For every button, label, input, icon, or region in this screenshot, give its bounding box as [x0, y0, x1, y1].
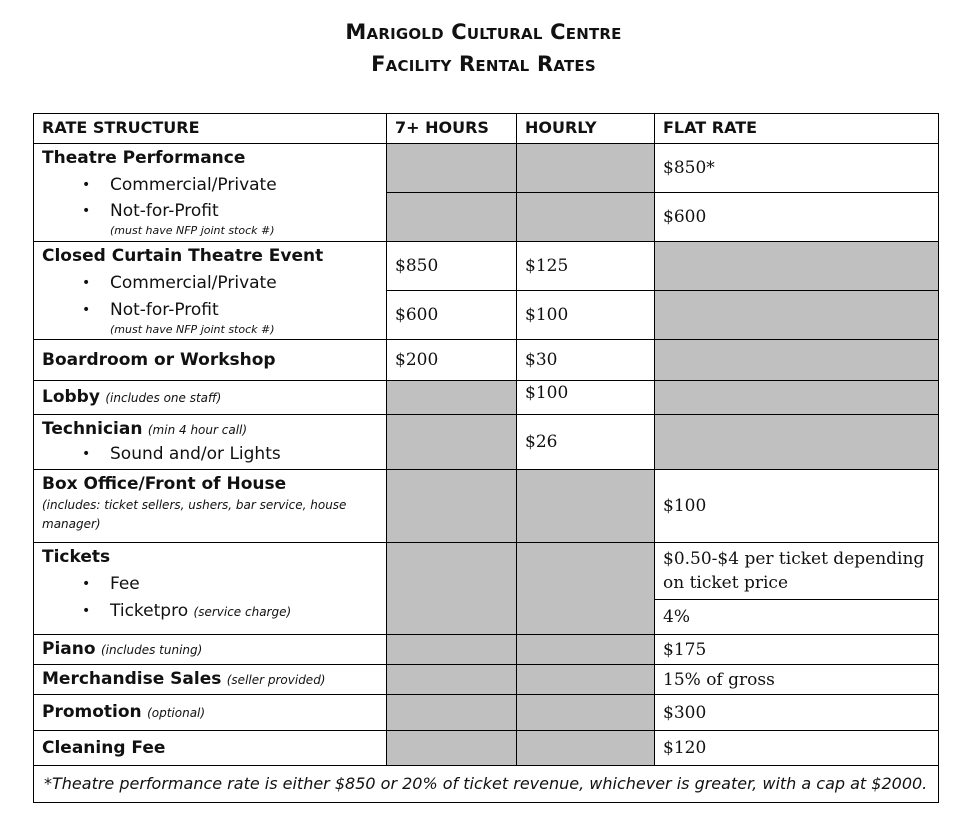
- theatre-nfp-note: (must have NFP joint stock #): [110, 224, 275, 237]
- closed-curtain-title: Closed Curtain Theatre Event: [42, 246, 324, 266]
- piano-cell: [34, 635, 387, 665]
- technician-item-label: Sound and/or Lights: [110, 444, 281, 464]
- theatre-performance-cell: [34, 144, 387, 242]
- bullet-icon: •: [82, 203, 91, 219]
- col-header-rate-structure: RATE STRUCTURE: [34, 114, 387, 144]
- table-row: [34, 665, 939, 695]
- shaded-cell: [387, 665, 517, 695]
- lobby-cell: [34, 381, 387, 415]
- theatre-nfp-label: Not-for-Profit: [110, 201, 219, 221]
- document-title: [0, 16, 967, 80]
- col-header-flat-rate: FLAT RATE: [655, 114, 939, 144]
- cleaning-title: Cleaning Fee: [34, 731, 387, 766]
- box-office-title: Box Office/Front of House: [42, 474, 287, 494]
- header-row: [34, 114, 939, 144]
- box-office-cell: [34, 470, 387, 543]
- closed-curtain-commercial-label: Commercial/Private: [110, 273, 277, 293]
- merch-title: Merchandise Sales: [42, 669, 222, 689]
- shaded-cell: [387, 381, 517, 415]
- table-row: [34, 340, 939, 381]
- table-row: [34, 415, 939, 470]
- shaded-cell: [387, 193, 517, 242]
- bullet-icon: •: [82, 302, 91, 318]
- promotion-title: Promotion: [42, 702, 142, 722]
- shaded-cell: [655, 415, 939, 470]
- footnote-row: [34, 766, 939, 803]
- piano-title: Piano: [42, 639, 96, 659]
- box-office-note: (includes: ticket sellers, ushers, bar service, house manager): [42, 498, 347, 531]
- shaded-cell: [517, 695, 655, 731]
- technician-hourly: $26: [517, 415, 655, 470]
- bullet-icon: •: [82, 275, 91, 291]
- shaded-cell: [517, 731, 655, 766]
- merch-note: (seller provided): [226, 673, 326, 687]
- shaded-cell: [387, 543, 517, 635]
- lobby-title: Lobby: [42, 387, 100, 407]
- piano-note: (includes tuning): [100, 643, 203, 657]
- promotion-flat: $300: [655, 695, 939, 731]
- technician-note: (min 4 hour call): [147, 423, 248, 437]
- promotion-note: (optional): [147, 706, 206, 720]
- tickets-ticketpro-label: Ticketpro: [110, 601, 189, 621]
- tickets-fee-label: Fee: [110, 574, 140, 594]
- tickets-title: Tickets: [42, 547, 111, 567]
- closed-curtain-commercial-hourly: $125: [517, 242, 655, 291]
- col-header-hourly: HOURLY: [517, 114, 655, 144]
- footnote: *Theatre performance rate is either $850 or 20% of ticket revenue, whichever is greater, with a cap at $2000.: [34, 766, 939, 803]
- closed-curtain-nfp-7h: $600: [387, 291, 517, 340]
- title-line-2: Facility Rental Rates: [371, 52, 596, 76]
- shaded-cell: [655, 340, 939, 381]
- merch-flat: 15% of gross: [655, 665, 939, 695]
- boardroom-title: Boardroom or Workshop: [34, 340, 387, 381]
- closed-curtain-nfp-note: (must have NFP joint stock #): [110, 323, 275, 336]
- closed-curtain-nfp-label: Not-for-Profit: [110, 300, 219, 320]
- rates-table: [33, 113, 939, 803]
- bullet-icon: •: [82, 603, 91, 619]
- col-header-7-hours: 7+ HOURS: [387, 114, 517, 144]
- shaded-cell: [655, 381, 939, 415]
- shaded-cell: [517, 193, 655, 242]
- lobby-note: (includes one staff): [105, 391, 222, 405]
- shaded-cell: [387, 635, 517, 665]
- shaded-cell: [387, 415, 517, 470]
- boardroom-hourly: $30: [517, 340, 655, 381]
- promotion-cell: [34, 695, 387, 731]
- table-row: [34, 144, 939, 193]
- tickets-ticketpro-flat: 4%: [655, 600, 939, 635]
- boardroom-7h: $200: [387, 340, 517, 381]
- closed-curtain-cell: [34, 242, 387, 340]
- bullet-icon: •: [82, 576, 91, 592]
- table-row: [34, 543, 939, 600]
- table-row: [34, 381, 939, 415]
- shaded-cell: [655, 242, 939, 291]
- lobby-hourly: $100: [517, 381, 655, 415]
- theatre-performance-title: Theatre Performance: [42, 148, 246, 168]
- shaded-cell: [517, 144, 655, 193]
- piano-flat: $175: [655, 635, 939, 665]
- theatre-commercial-label: Commercial/Private: [110, 175, 277, 195]
- technician-cell: [34, 415, 387, 470]
- merch-cell: [34, 665, 387, 695]
- theatre-nfp-flat: $600: [655, 193, 939, 242]
- shaded-cell: [387, 731, 517, 766]
- closed-curtain-nfp-hourly: $100: [517, 291, 655, 340]
- shaded-cell: [655, 291, 939, 340]
- closed-curtain-commercial-7h: $850: [387, 242, 517, 291]
- shaded-cell: [387, 144, 517, 193]
- bullet-icon: •: [82, 177, 91, 193]
- theatre-commercial-flat: $850*: [655, 144, 939, 193]
- shaded-cell: [517, 665, 655, 695]
- shaded-cell: [517, 543, 655, 635]
- table-row: [34, 635, 939, 665]
- table-row: [34, 470, 939, 543]
- tickets-ticketpro-note: (service charge): [193, 605, 292, 619]
- bullet-icon: •: [82, 446, 91, 462]
- shaded-cell: [517, 470, 655, 543]
- tickets-cell: [34, 543, 387, 635]
- shaded-cell: [517, 635, 655, 665]
- technician-title: Technician: [42, 419, 143, 439]
- shaded-cell: [387, 470, 517, 543]
- box-office-flat: $100: [655, 470, 939, 543]
- tickets-fee-flat: $0.50-$4 per ticket depending on ticket price: [655, 543, 939, 600]
- title-line-1: Marigold Cultural Centre: [345, 20, 622, 44]
- cleaning-flat: $120: [655, 731, 939, 766]
- table-row: [34, 695, 939, 731]
- shaded-cell: [387, 695, 517, 731]
- table-row: [34, 731, 939, 766]
- table-row: [34, 242, 939, 291]
